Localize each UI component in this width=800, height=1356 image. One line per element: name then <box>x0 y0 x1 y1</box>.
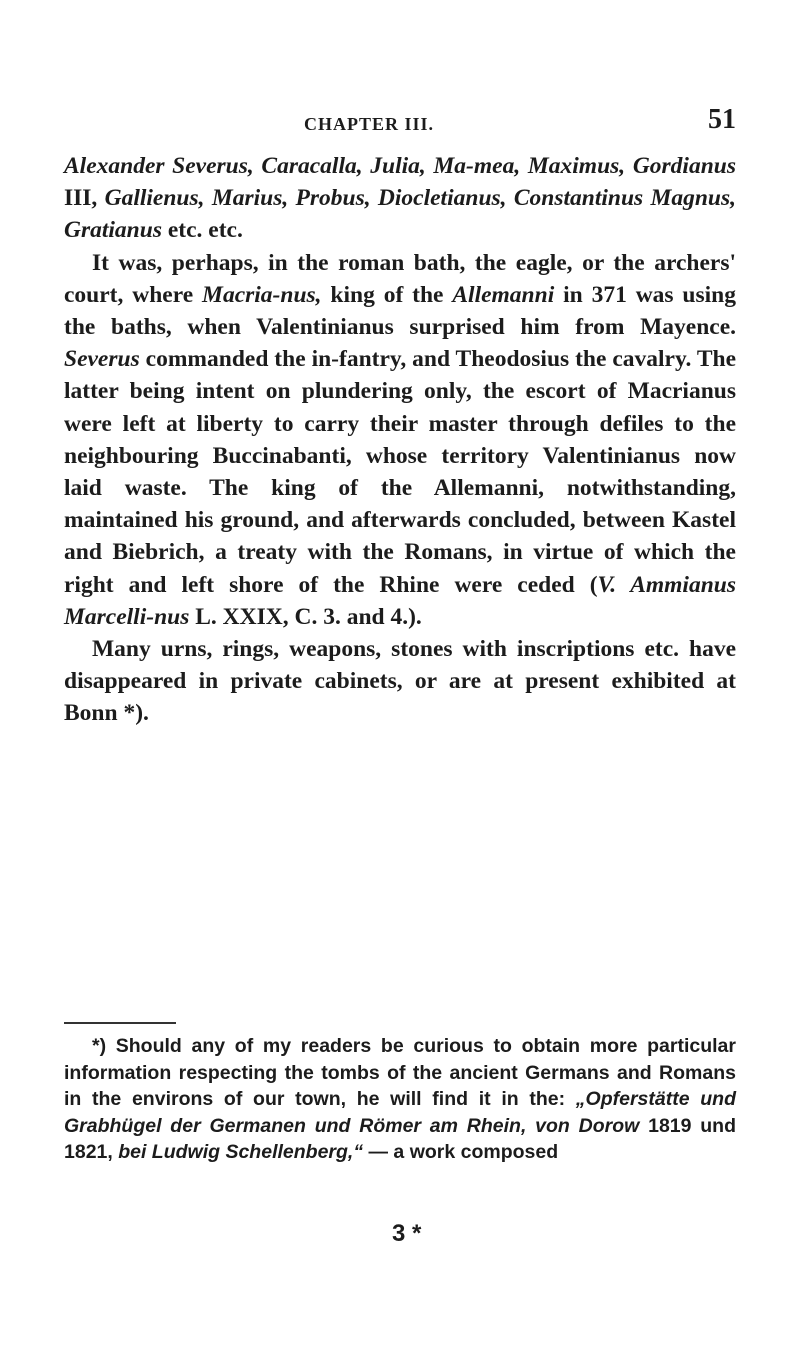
paragraph-emperors: Alexander Severus, Caracalla, Julia, Ma-mea, Maximus, Gordianus III, Gallienus, Marius, Probus, Diocletianus, Constantinus Magnus, Gratianus etc. etc. <box>64 153 737 244</box>
main-text <box>64 150 736 730</box>
footnote: *) Should any of my readers be curious to obtain more particular information respecting the tombs of the ancient Germans and Romans in the environs of our town, he will find it in the: „Opferstätte und Grabhügel der Germanen und Römer am Rhein, von Dorow 1819 und 1821, bei Ludwig Schellenberg,“ — a work composed <box>64 1035 737 1164</box>
footnote-divider <box>64 1022 176 1024</box>
signature-mark: 3 * <box>392 1220 422 1247</box>
page-number: 51 <box>708 104 736 135</box>
emperor-names-cont: Gallienus, Marius, Probus, Diocletianus, Constantinus Magnus, Gratianus <box>64 185 737 244</box>
paragraph-urns: Many urns, rings, weapons, stones with inscriptions etc. have disappeared in private cabinets, or are at present exhibited at Bonn *). <box>64 636 736 727</box>
page-header <box>64 100 736 140</box>
footnote-title: „Opferstätte und Grabhügel der Germanen und Römer am Rhein, von Dorow <box>64 1088 736 1137</box>
running-head: CHAPTER III. <box>304 114 435 134</box>
footnote-publisher: bei Ludwig Schellenberg,“ <box>118 1141 364 1164</box>
emperor-names: Alexander Severus, Caracalla, Julia, Ma-mea, Maximus, Gordianus <box>64 153 736 179</box>
paragraph-roman-bath: It was, perhaps, in the roman bath, the eagle, or the archers' court, where Macria-nus, king of the Allemanni in 371 was using the baths, when Valentinianus surprised him from Mayence. Severus commanded the in-fantry, and Theodosius the cavalry. The latter being intent on plundering only, the escort of Macrianus were left at liberty to carry their master through defiles to the neighbouring Buccinabanti, whose territory Valentinianus now laid waste. The king of the Allemanni, notwithstanding, maintained his ground, and afterwards concluded, between Kastel and Biebrich, a treaty with the Romans, in virtue of which the right and left shore of the Rhine were ceded (V. Ammianus Marcelli-nus L. XXIX, C. 3. and 4.). <box>64 249 737 630</box>
citation-ammianus: V. Ammianus Marcelli-nus <box>64 571 736 630</box>
